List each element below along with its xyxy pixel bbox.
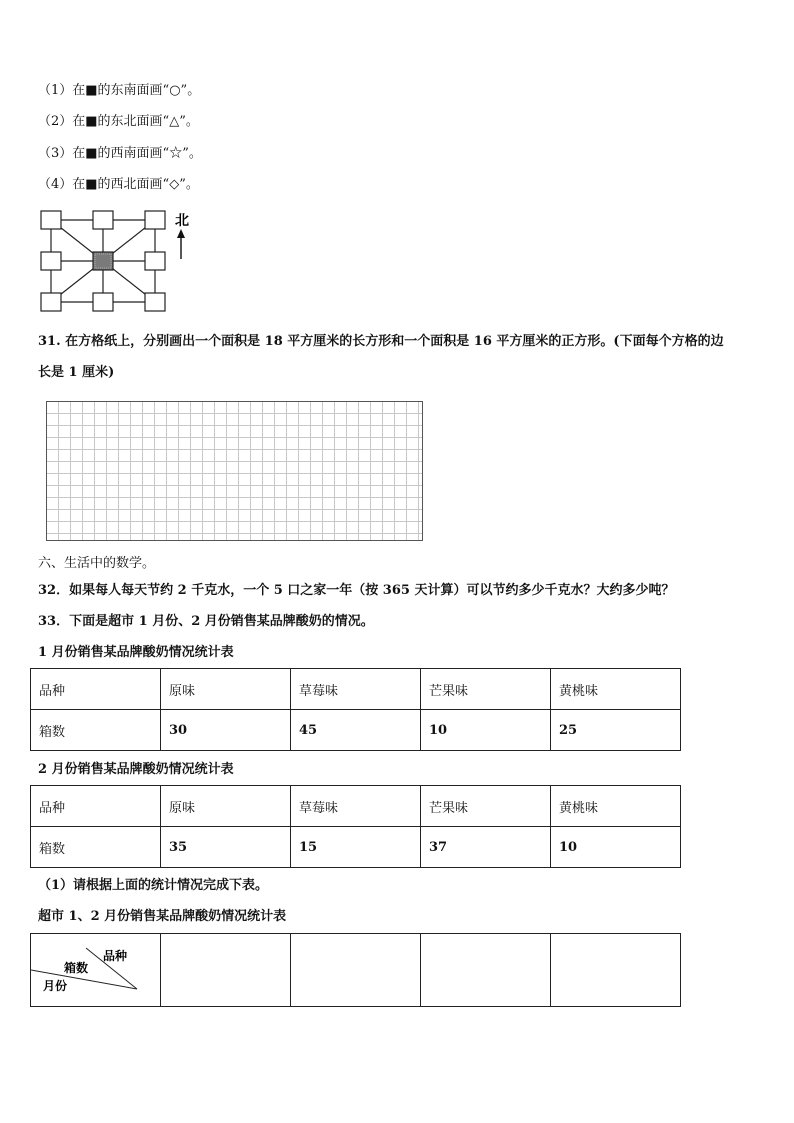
box-ne (145, 211, 165, 229)
table-cell: 35 (161, 827, 291, 868)
q31-line2: 长是 1 厘米) (38, 365, 115, 380)
table-cell: 芒果味 (421, 669, 551, 710)
table-cell: 箱数 (31, 827, 161, 868)
q31-line1: 31. 在方格纸上，分别画出一个面积是 18 平方厘米的长方形和一个面积是 16 平方厘米的正方形。(下面每个方格的边 (38, 334, 724, 349)
empty-cell[interactable] (291, 934, 421, 1007)
box-n (93, 211, 113, 229)
task-1: （1）在■的东南面画“○”。 (38, 83, 201, 98)
table-cell: 草莓味 (291, 669, 421, 710)
corner-cell (31, 934, 161, 1007)
table-row (31, 669, 681, 710)
task-2: （2）在■的东北面画“△”。 (38, 114, 199, 129)
box-w (41, 252, 61, 270)
table-cell: 箱数 (31, 710, 161, 751)
corner-kind-label: 品种 (103, 949, 128, 963)
table-cell: 15 (291, 827, 421, 868)
table-row (31, 710, 681, 751)
table1-title: 1 月份销售某品牌酸奶情况统计表 (38, 645, 234, 660)
empty-cell[interactable] (551, 934, 681, 1007)
task-3: （3）在■的西南面画“☆”。 (38, 146, 202, 161)
table-february (30, 785, 681, 868)
box-nw (41, 211, 61, 229)
table-cell: 10 (421, 710, 551, 751)
table-cell: 品种 (31, 669, 161, 710)
table-cell: 37 (421, 827, 551, 868)
table-combined (30, 933, 681, 1007)
table-cell: 45 (291, 710, 421, 751)
table-cell: 25 (551, 710, 681, 751)
corner-month-label: 月份 (43, 979, 68, 993)
table-cell: 原味 (161, 786, 291, 827)
table-cell: 黄桃味 (551, 669, 681, 710)
sub-question-1: （1）请根据上面的统计情况完成下表。 (38, 878, 269, 893)
direction-diagram (35, 205, 205, 315)
task-4: （4）在■的西北面画“◇”。 (38, 177, 199, 192)
box-se (145, 293, 165, 311)
box-s (93, 293, 113, 311)
q32: 32．如果每人每天节约 2 千克水，一个 5 口之家一年（按 365 天计算）可以节约多少千克水？大约多少吨？ (38, 583, 675, 598)
table-cell: 黄桃味 (551, 786, 681, 827)
table-january (30, 668, 681, 751)
table-row (31, 786, 681, 827)
corner-diagonals (31, 934, 160, 1006)
table3-title: 超市 1、2 月份销售某品牌酸奶情况统计表 (38, 909, 287, 924)
table-cell: 品种 (31, 786, 161, 827)
empty-cell[interactable] (421, 934, 551, 1007)
table-cell: 草莓味 (291, 786, 421, 827)
table-cell: 芒果味 (421, 786, 551, 827)
grid-paper[interactable] (46, 401, 423, 541)
table-cell: 30 (161, 710, 291, 751)
table-cell: 10 (551, 827, 681, 868)
empty-cell[interactable] (161, 934, 291, 1007)
q33: 33．下面是超市 1 月份、2 月份销售某品牌酸奶的情况。 (38, 614, 374, 629)
table-row (31, 827, 681, 868)
section-6-heading: 六、生活中的数学。 (38, 556, 156, 571)
table-cell: 原味 (161, 669, 291, 710)
box-e (145, 252, 165, 270)
table-row (31, 934, 681, 1007)
north-label: 北 (175, 213, 189, 229)
table2-title: 2 月份销售某品牌酸奶情况统计表 (38, 762, 234, 777)
corner-count-label: 箱数 (64, 961, 89, 975)
box-sw (41, 293, 61, 311)
north-arrow-icon (177, 229, 185, 259)
center-square (93, 252, 113, 270)
